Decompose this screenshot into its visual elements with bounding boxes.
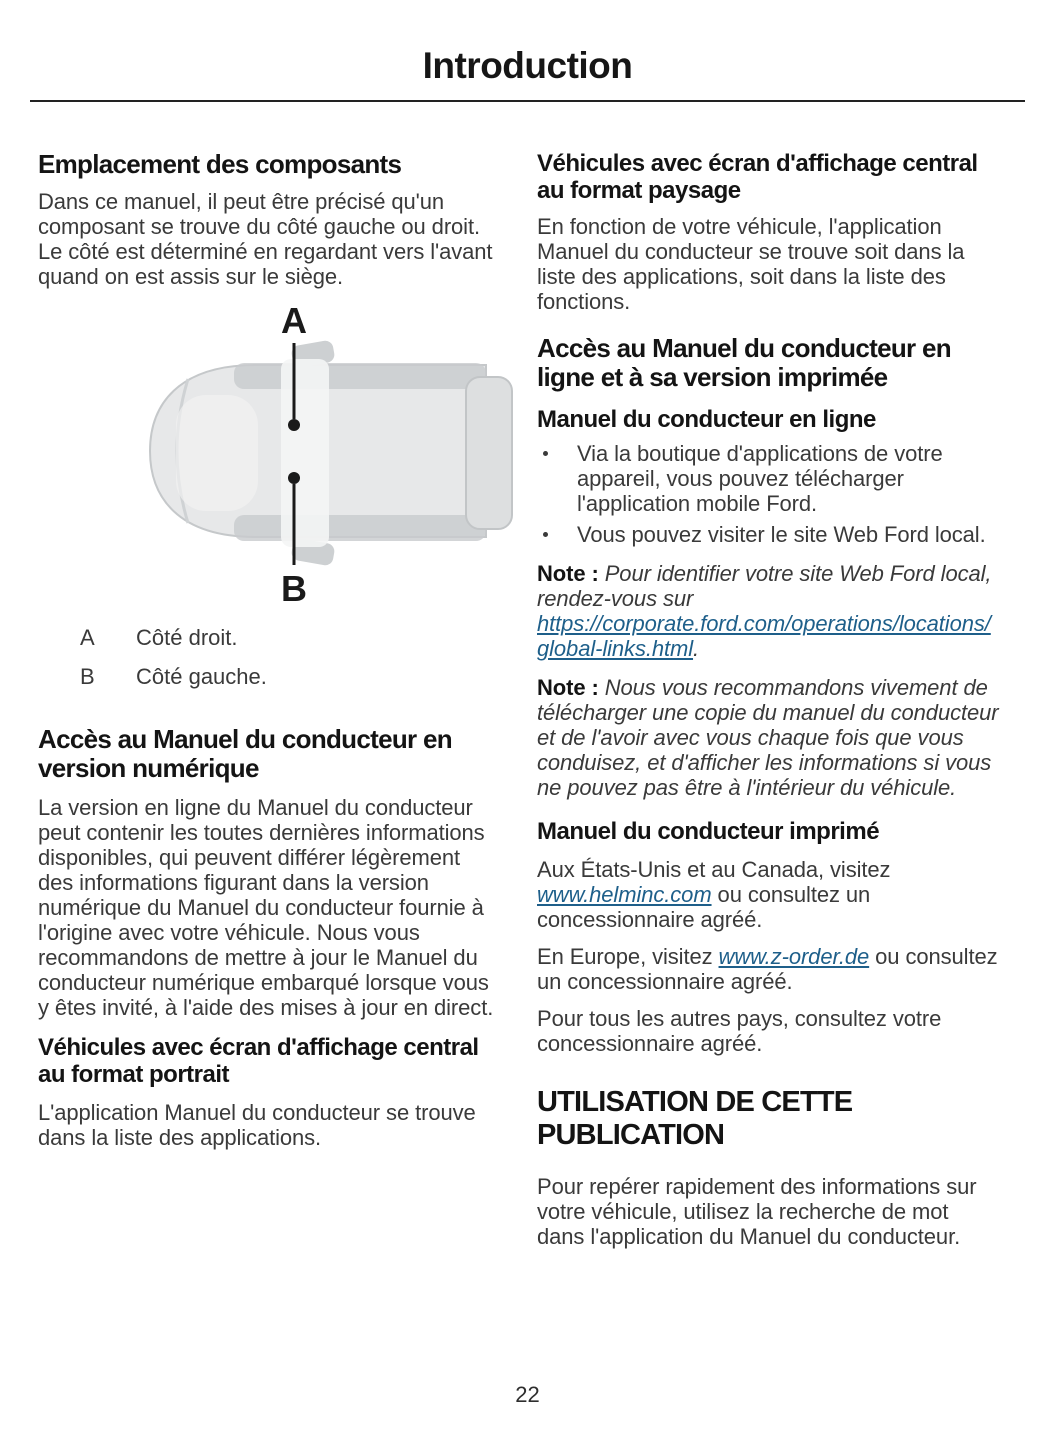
hood-highlight xyxy=(176,395,258,511)
callout-dot-a xyxy=(288,419,300,431)
windshield xyxy=(281,359,329,547)
paragraph-text: En Europe, visitez xyxy=(537,944,719,969)
paragraph-usa-canada xyxy=(537,857,1000,932)
note-ford-local-site xyxy=(537,561,1000,661)
heading-digital-manual-access: Accès au Manuel du conducteur en version numérique xyxy=(38,724,452,783)
car-left-edge-shading xyxy=(234,363,486,389)
note-download-copy xyxy=(537,675,1000,800)
paragraph-landscape-screen: En fonction de votre véhicule, l'application Manuel du conducteur se trouve soit dans la liste des applications, soit dans la liste des fonctions. xyxy=(537,214,965,314)
legend-key-b: B xyxy=(80,664,95,689)
list-item xyxy=(537,522,1000,547)
note-label: Note : xyxy=(537,561,599,586)
page-header xyxy=(0,44,1055,102)
legend-key-a: A xyxy=(80,625,95,650)
figure-label-b: B xyxy=(281,568,307,609)
heading-landscape-screen: Véhicules avec écran d'affichage central au format paysage xyxy=(537,150,978,204)
link-helminc[interactable]: www.helminc.com xyxy=(537,882,712,907)
paragraph-text: ou consultez un concessionnaire agréé. xyxy=(537,944,998,994)
paragraph-text: Aux États-Unis et au Canada, visitez xyxy=(537,857,891,882)
left-column xyxy=(38,102,495,1249)
page-footer xyxy=(0,1382,1055,1408)
paragraph-component-location: Dans ce manuel, il peut être précisé qu'un composant se trouve du côté gauche ou droit. Le côté est déterminé en regardant vers l'avant quand on est assis sur le siège. xyxy=(38,189,493,289)
note-text: Pour identifier votre site Web Ford local, rendez-vous sur xyxy=(537,561,992,611)
car-right-edge-shading xyxy=(234,515,486,541)
paragraph-digital-manual-access: La version en ligne du Manuel du conducteur peut contenir les toutes dernières informations disponibles, qui peuvent différer légèrement des informations figurant dans la version numérique du Manuel du conducteur fournie à l'origine avec votre véhicule. Nous vous recommandons de mettre à jour le Manuel du conducteur numérique embarqué lorsque vous y êtes invité, à l'aide des mises à jour en direct. xyxy=(38,795,494,1020)
vehicle-top-view-figure xyxy=(38,299,495,609)
figure-label-a: A xyxy=(281,300,307,341)
note-text: Nous vous recommandons vivement de télécharger une copie du manuel du conducteur et de l'avoir avec vous chaque fois que vous conduisez, et d'afficher les informations si vous ne pouvez pas être à l'intérieur du véhicule. xyxy=(537,675,999,800)
legend-row-a xyxy=(80,625,495,650)
legend-label-a: Côté droit. xyxy=(136,625,238,650)
right-column xyxy=(537,102,1000,1249)
bullet-text-ford-website: Vous pouvez visiter le site Web Ford local. xyxy=(577,522,986,547)
legend-row-b xyxy=(80,664,495,689)
paragraph-other-countries: Pour tous les autres pays, consultez votre concessionnaire agréé. xyxy=(537,1006,942,1056)
online-manual-bullet-list xyxy=(537,441,1000,547)
paragraph-using-this-publication: Pour repérer rapidement des informations sur votre véhicule, utilisez la recherche de mot dans l'application du Manuel du conducteur. xyxy=(537,1174,977,1249)
heading-online-manual: Manuel du conducteur en ligne xyxy=(537,406,876,433)
heading-component-location: Emplacement des composants xyxy=(38,149,402,179)
paragraph-europe xyxy=(537,944,1000,994)
figure-legend xyxy=(38,625,495,689)
note-label: Note : xyxy=(537,675,599,700)
bullet-text-app-store: Via la boutique d'applications de votre appareil, vous pouvez télécharger l'application mobile Ford. xyxy=(577,441,943,516)
note-text-suffix: . xyxy=(693,636,700,661)
vehicle-top-view-illustration xyxy=(38,299,518,609)
page-title: Introduction xyxy=(422,45,633,86)
legend-label-b: Côté gauche. xyxy=(136,664,267,689)
heading-using-this-publication: UTILISATION DE CETTE PUBLICATION xyxy=(537,1086,853,1151)
paragraph-portrait-screen: L'application Manuel du conducteur se trouve dans la liste des applications. xyxy=(38,1100,476,1150)
callout-dot-b xyxy=(288,472,300,484)
heading-portrait-screen: Véhicules avec écran d'affichage central au format portrait xyxy=(38,1034,479,1088)
content-columns xyxy=(38,102,1000,1249)
heading-printed-manual: Manuel du conducteur imprimé xyxy=(537,818,880,845)
page-number: 22 xyxy=(515,1382,540,1407)
list-item xyxy=(537,441,1000,516)
link-corporate-ford[interactable]: https://corporate.ford.com/operations/locations/global-links.html xyxy=(537,611,991,661)
car-roof xyxy=(466,377,512,529)
link-z-order[interactable]: www.z-order.de xyxy=(718,944,870,969)
paragraph-text: ou consultez un concessionnaire agréé. xyxy=(537,882,871,932)
heading-online-printed-access: Accès au Manuel du conducteur en ligne et à sa version imprimée xyxy=(537,333,951,392)
